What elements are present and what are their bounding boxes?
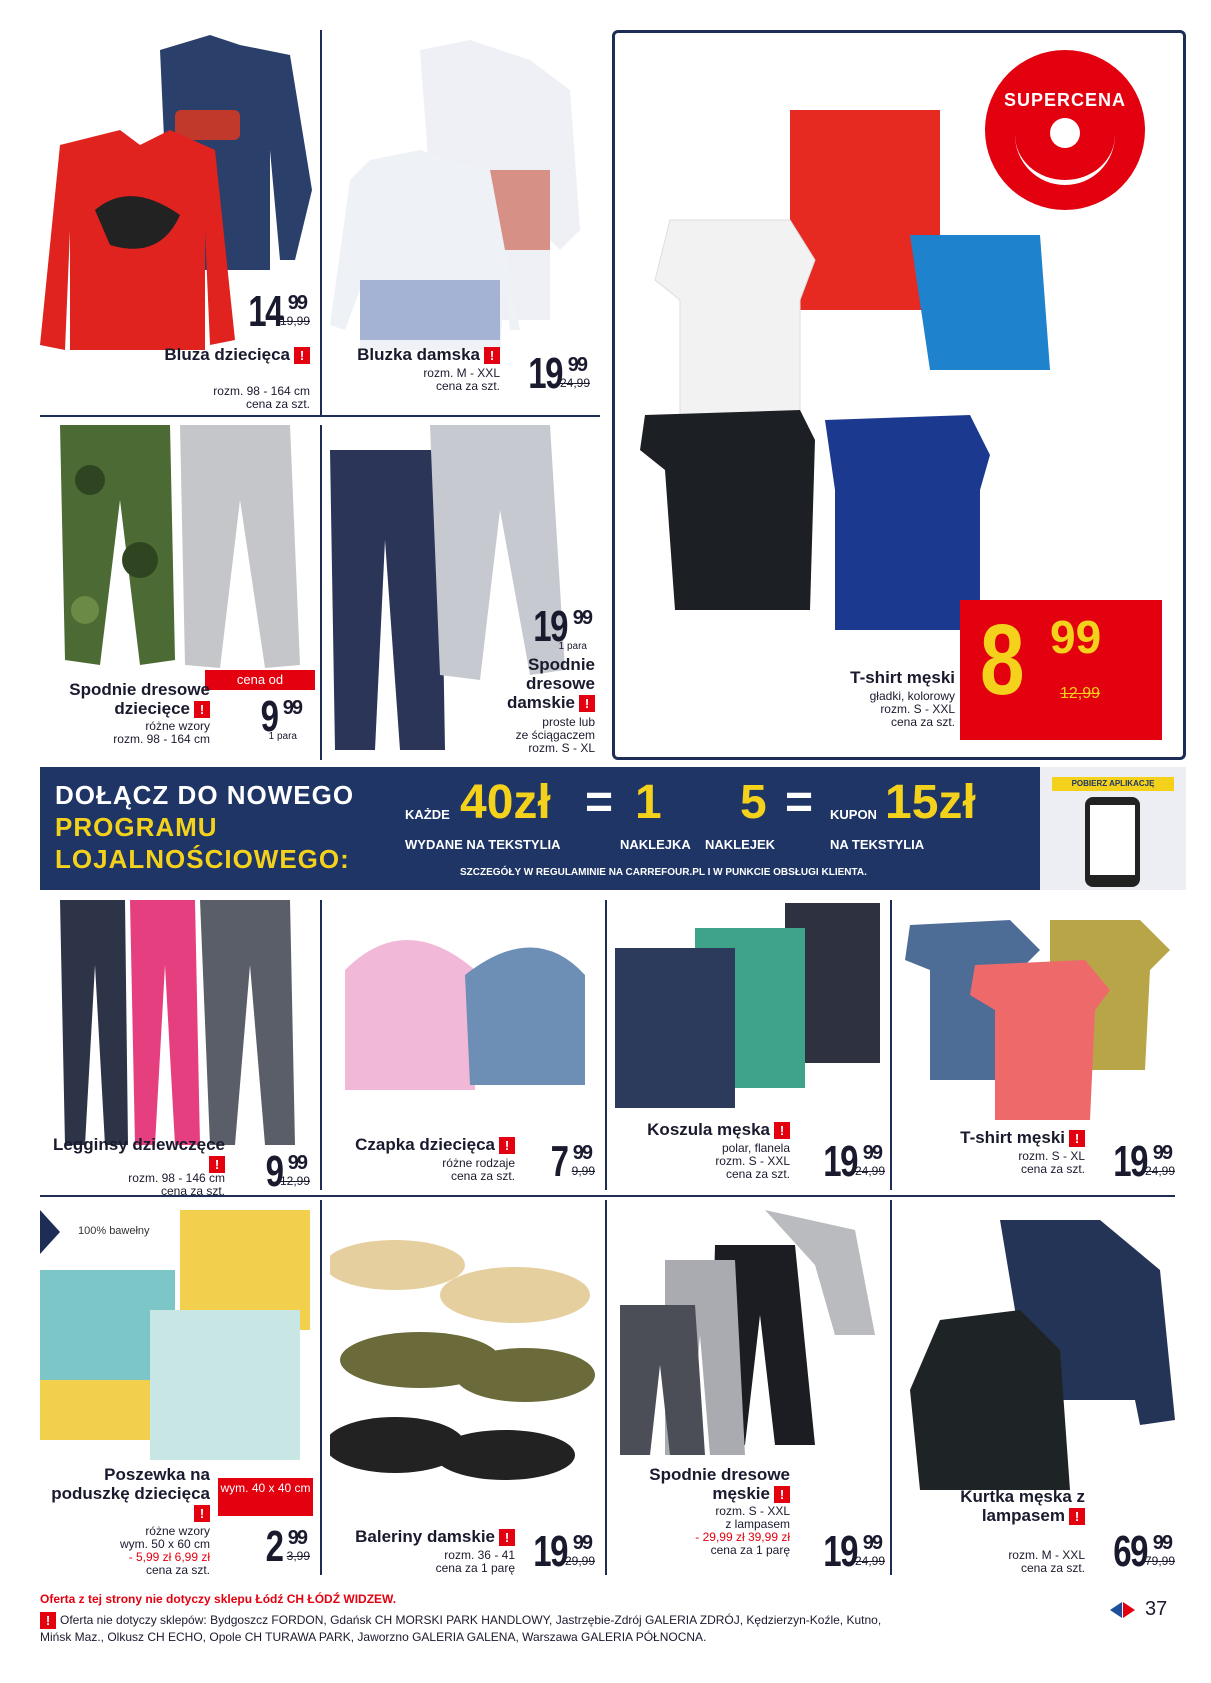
poszewka-image: [40, 1210, 315, 1470]
price: 7 99 9,99: [550, 1137, 595, 1186]
material-note: 100% bawełny: [78, 1225, 150, 1237]
product-title: Bluza dziecięca !: [150, 345, 310, 364]
price: 9 99 12,99: [265, 1147, 310, 1196]
price: 14 99 19,99: [248, 287, 310, 336]
divider: [320, 900, 322, 1190]
koszula-image: [615, 898, 885, 1113]
banner-kupon-amount: 15zł: [885, 776, 976, 829]
product-details: różne wzory rozm. 98 - 164 cm: [113, 719, 210, 746]
app-label: POBIERZ APLIKACJĘ: [1052, 777, 1174, 791]
price: 2 99 3,99: [265, 1522, 310, 1571]
banner-one: 1: [635, 776, 662, 829]
product-title: Legginsy dziewczęce!: [53, 1135, 225, 1173]
product-details: rozm. 98 - 146 cm cena za szt.: [128, 1171, 225, 1198]
product-title: Bluzka damska !: [335, 345, 500, 364]
price: 9 99 1 para: [260, 692, 301, 742]
banner-equals: =: [585, 776, 614, 829]
product-details: polar, flanela rozm. S - XXL cena za szt.: [715, 1141, 790, 1181]
divider: [40, 415, 600, 417]
price: 19 99 1 para: [533, 602, 591, 652]
banner-amount: 40zł: [460, 776, 551, 829]
price: 19 99 24,99: [528, 349, 590, 398]
footer-note: Oferta z tej strony nie dotyczy sklepu Łódź CH ŁÓDŹ WIDZEW.: [40, 1592, 397, 1606]
product-details: rozm. 98 - 164 cm cena za szt.: [213, 384, 310, 411]
banner-naklejka: NAKLEJKA: [620, 837, 691, 852]
baleriny-image: [330, 1210, 595, 1480]
product-details: rozm. 36 - 41 cena za 1 parę: [435, 1548, 515, 1575]
product-details: proste lub ze ściągaczem rozm. S - XL: [515, 715, 595, 755]
price: 19 99 24,99: [1113, 1137, 1175, 1186]
phone-icon: [1085, 797, 1140, 887]
product-details: gładki, kolorowy rozm. S - XXL cena za szt.: [869, 689, 955, 729]
product-title: Spodnie dresowe dziecięce !: [69, 680, 210, 718]
banner-details: SZCZEGÓŁY W REGULAMINIE NA CARREFOUR.PL I W PUNKCIE OBSŁUGI KLIENTA.: [460, 867, 867, 878]
legginsy-image: [50, 895, 315, 1155]
banner-equals: =: [785, 776, 814, 829]
banner-kazde: KAŻDE: [405, 807, 450, 822]
divider: [890, 900, 892, 1190]
product-details: rozm. M - XXL cena za szt.: [423, 366, 500, 393]
banner-five: 5: [740, 776, 767, 829]
carrefour-logo-icon: [1110, 1600, 1136, 1620]
divider: [605, 900, 607, 1190]
banner-headline: DOŁĄCZ DO NOWEGO PROGRAMU LOJALNOŚCIOWEGO:: [55, 780, 355, 874]
divider: [320, 1200, 322, 1575]
page-number: 37: [1145, 1598, 1168, 1620]
size-badge: wym. 40 x 40 cm: [218, 1478, 313, 1516]
kurtka-image: [900, 1210, 1175, 1490]
product-title: Kurtka męska z lampasem !: [960, 1487, 1085, 1525]
product-details: różne wzory wym. 50 x 60 cm - 5,99 zł 6,99 zł cena za szt.: [119, 1524, 210, 1577]
divider: [320, 30, 322, 415]
product-title: Czapka dziecięca !: [330, 1135, 515, 1154]
price-int: 8: [980, 604, 1025, 716]
banner-naklejek: NAKLEJEK: [705, 837, 776, 852]
product-details: rozm. M - XXL cena za szt.: [1008, 1548, 1085, 1575]
supercena-label: SUPERCENA: [1003, 90, 1127, 110]
product-title: Spodnie dresowe męskie !: [649, 1465, 790, 1503]
spodnie-meskie-image: [615, 1205, 885, 1465]
price: 19 99 24,99: [823, 1137, 885, 1186]
product-title: Baleriny damskie !: [330, 1527, 515, 1546]
bluzka-image: [330, 30, 590, 350]
smile-icon: [1015, 135, 1115, 185]
old-price: 12,99: [1060, 685, 1101, 702]
price: 19 99 24,99: [823, 1527, 885, 1576]
banner-wydane: WYDANE NA TEKSTYLIA: [405, 837, 561, 852]
product-details: rozm. S - XL cena za szt.: [1018, 1149, 1085, 1176]
czapka-image: [335, 920, 595, 1100]
divider: [320, 425, 322, 760]
banner-kupon: KUPON: [830, 807, 877, 822]
loyalty-banner: [40, 767, 1186, 890]
price-box: [960, 600, 1162, 740]
tshirt-image: [900, 900, 1175, 1120]
product-title: Koszula męska !: [620, 1120, 790, 1139]
price: 19 99 29,99: [533, 1527, 595, 1576]
spodnie-dziecięce-image: [50, 420, 315, 680]
product-title: Poszewka na poduszkę dziecięca!: [51, 1465, 210, 1522]
product-title: T-shirt męski: [850, 668, 955, 687]
banner-na-tekstylia: NA TEKSTYLIA: [830, 837, 925, 852]
app-promo[interactable]: [1040, 767, 1186, 890]
divider: [605, 1200, 607, 1575]
supercena-badge: [985, 50, 1145, 210]
product-title: Spodnie dresowe damskie !: [506, 655, 595, 712]
product-details: różne rodzaje cena za szt.: [442, 1156, 515, 1183]
product-details: rozm. S - XXL z lampasem - 29,99 zł 39,99 zł cena za 1 parę: [695, 1504, 790, 1557]
footer-stores: ! Oferta nie dotyczy sklepów: Bydgoszcz FORDON, Gdańsk CH MORSKI PARK HANDLOWY, Jastrzębie-Zdrój GALERIA ZDRÓJ, Kędzierzyn-Koźle, Kutno, Mińsk Maz., Olkusz CH ECHO, Opole CH TURAWA PARK, Jaworzno GALERIA GALENA, Warszawa GALERIA PÓŁNOCNA.: [40, 1613, 882, 1645]
price-dec: 99: [1050, 611, 1102, 663]
product-title: T-shirt męski !: [905, 1128, 1085, 1147]
price: 69 99 79,99: [1113, 1527, 1175, 1576]
divider: [890, 1200, 892, 1575]
price-badge: cena od: [205, 670, 315, 690]
